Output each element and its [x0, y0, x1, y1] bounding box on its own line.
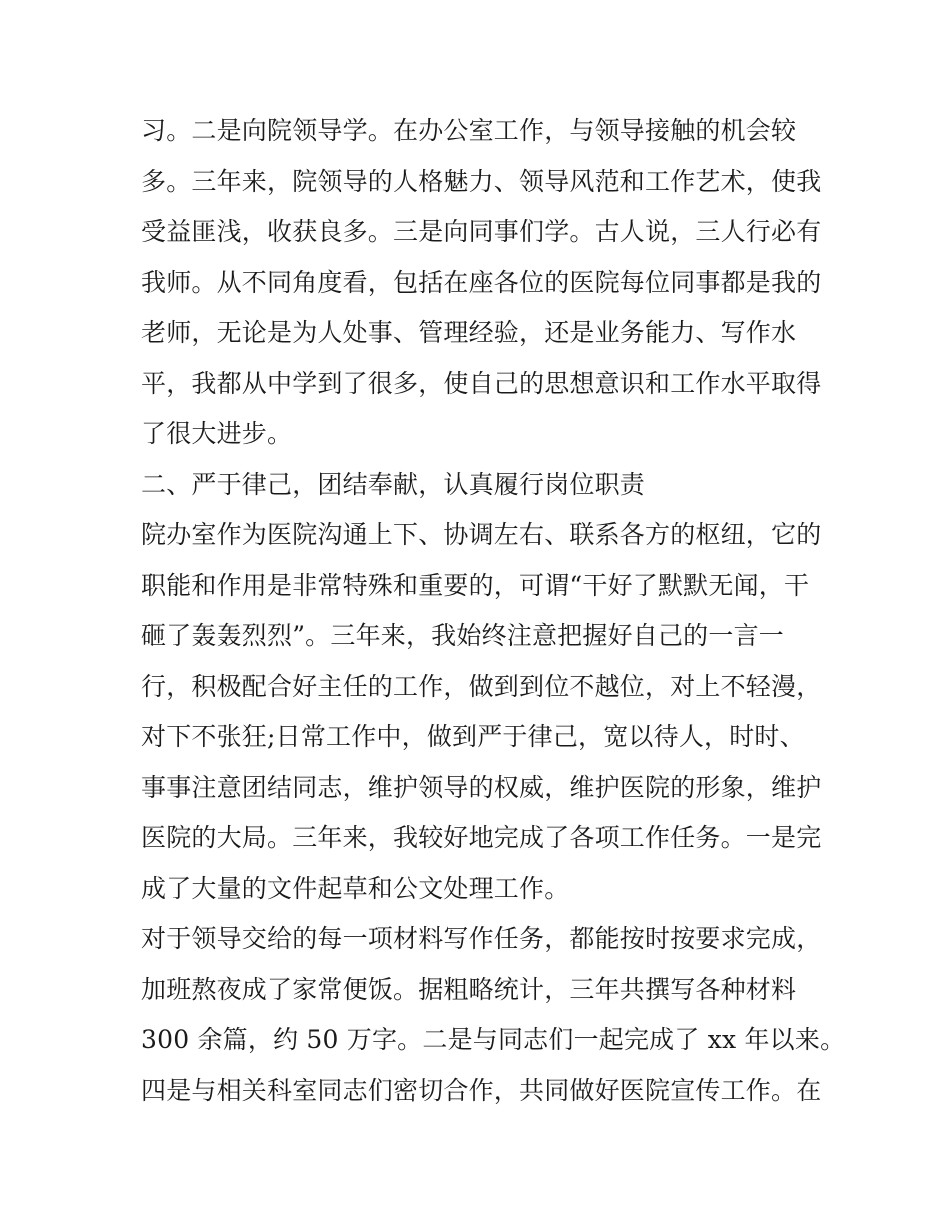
text-line: 受益匪浅，收获良多。三是向同事们学。古人说，三人行必有: [141, 217, 822, 246]
text-line: 成了大量的文件起草和公文处理工作。: [141, 873, 570, 903]
text-line: 加班熬夜成了家常便饭。据粗略统计，三年共撰写各种材料: [141, 974, 797, 1004]
text-line: 四是与相关科室同志们密切合作，共同做好医院宣传工作。在: [141, 1075, 822, 1105]
text-line: 行，积极配合好主任的工作，做到到位不越位，对上不轻漫，: [141, 671, 822, 701]
text-line: 老师，无论是为人处事、管理经验，还是业务能力、写作水: [141, 318, 797, 347]
text-line: 我师。从不同角度看，包括在座各位的医院每位同事都是我的: [141, 267, 822, 297]
text-line: 300 余篇，约 50 万字。二是与同志们一起完成了 xx 年以来。: [141, 1025, 846, 1054]
text-line: 医院的大局。三年来，我较好地完成了各项工作任务。一是完: [141, 823, 822, 852]
body-text: [141, 106, 846, 1116]
text-line: 事事注意团结同志，维护领导的权威，维护医院的形象，维护: [141, 772, 822, 802]
text-line: 多。三年来，院领导的人格魅力、领导风范和工作艺术，使我: [141, 166, 822, 196]
text-line: 习。二是向院领导学。在办公室工作，与领导接触的机会较: [141, 116, 797, 145]
text-line: 对下不张狂;日常工作中，做到严于律己，宽以待人，时时、: [141, 722, 805, 751]
text-line: 了很大进步。: [141, 419, 293, 448]
section-heading: 二、严于律己，团结奉献，认真履行岗位职责: [141, 469, 646, 499]
text-line: 院办室作为医院沟通上下、协调左右、联系各方的枢纽，它的: [141, 520, 822, 549]
text-line: 砸了轰轰烈烈”。三年来，我始终注意把握好自己的一言一: [141, 621, 784, 650]
text-line: 平，我都从中学到了很多，使自己的思想意识和工作水平取得: [141, 368, 822, 398]
text-line: 职能和作用是非常特殊和重要的，可谓“干好了默默无闻，干: [141, 570, 810, 600]
text-line: 对于领导交给的每一项材料写作任务，都能按时按要求完成，: [141, 924, 822, 953]
